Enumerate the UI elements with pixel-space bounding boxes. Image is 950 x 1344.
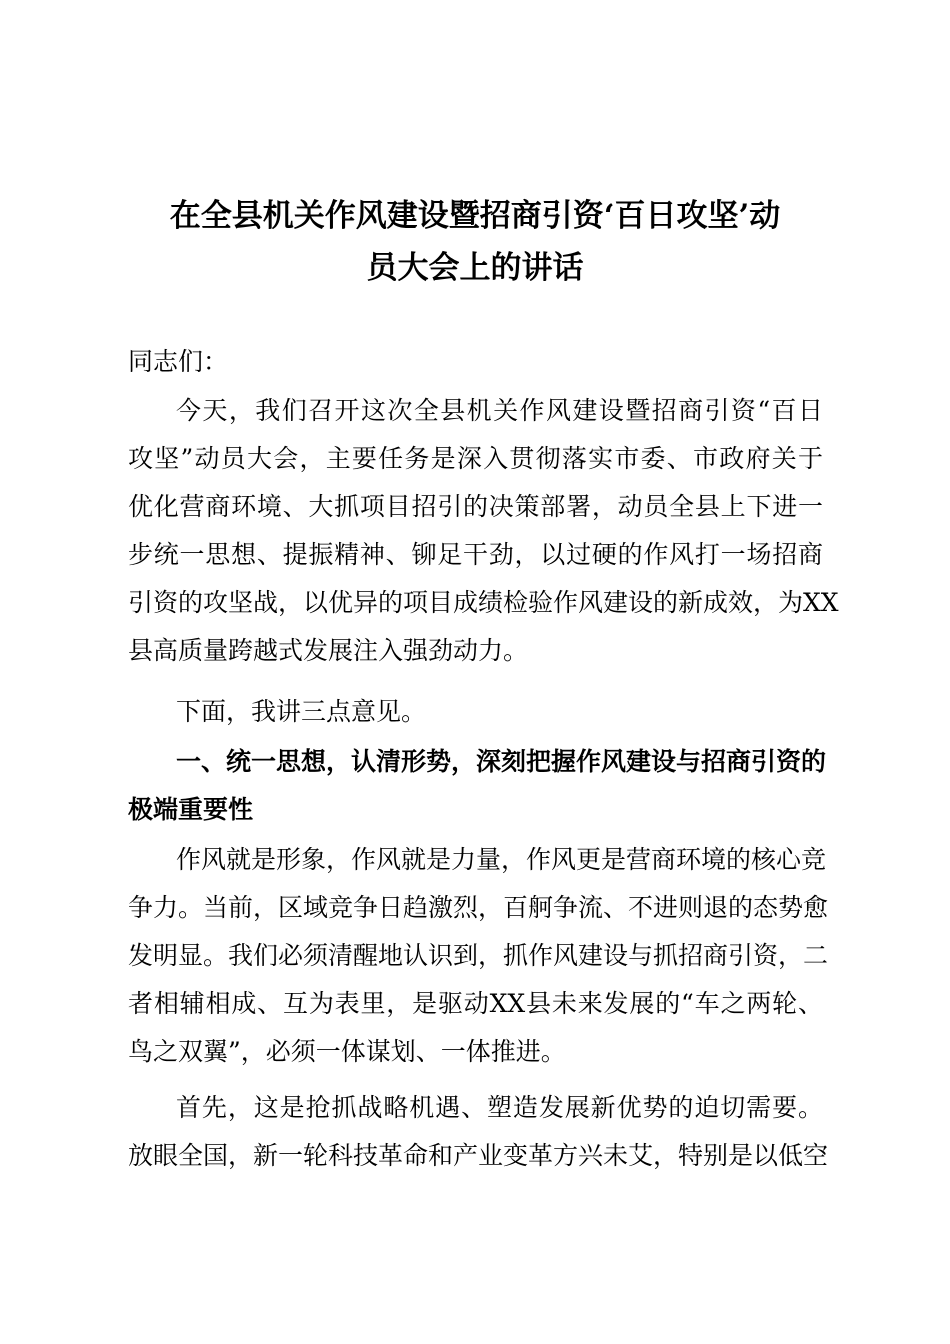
section-heading: 极端重要性 xyxy=(128,795,254,824)
paragraph-line: 者相辅相成、互为表里，是驱动XX县未来发展的“车之两轮、 xyxy=(128,989,823,1018)
paragraph-line: 作风就是形象，作风就是力量，作风更是营商环境的核心竞 xyxy=(176,845,827,874)
paragraph-line: 放眼全国，新一轮科技革命和产业变革方兴未艾，特别是以低空 xyxy=(128,1141,829,1170)
paragraph-line: 发明显。我们必须清醒地认识到，抓作风建设与抓招商引资，二 xyxy=(128,941,829,970)
paragraph-line: 下面，我讲三点意见。 xyxy=(176,697,427,726)
paragraph-line: 引资的攻坚战，以优异的项目成绩检验作风建设的新成效，为XX xyxy=(128,588,839,617)
salutation: 同志们： xyxy=(128,347,229,376)
paragraph-line: 今天，我们召开这次全县机关作风建设暨招商引资“百日 xyxy=(176,396,823,425)
paragraph-line: 首先，这是抢抓战略机遇、塑造发展新优势的迫切需要。 xyxy=(176,1093,823,1122)
section-heading: 一、统一思想，认清形势，深刻把握作风建设与招商引资的 xyxy=(176,747,827,776)
title-line: 员大会上的讲话 xyxy=(366,250,584,286)
document-title xyxy=(100,190,850,294)
paragraph-line: 步统一思想、提振精神、铆足干劲，以过硬的作风打一场招商 xyxy=(128,540,823,569)
paragraph-line: 争力。当前，区域竞争日趋激烈，百舸争流、不进则退的态势愈 xyxy=(128,893,829,922)
paragraph-line: 优化营商环境、大抓项目招引的决策部署，动员全县上下进一 xyxy=(128,492,823,521)
paragraph-line: 县高质量跨越式发展注入强劲动力。 xyxy=(128,636,529,665)
paragraph-line: 攻坚”动员大会，主要任务是深入贯彻落实市委、市政府关于 xyxy=(128,444,823,473)
paragraph-line: 鸟之双翼”，必须一体谋划、一体推进。 xyxy=(128,1037,566,1066)
title-line: 在全县机关作风建设暨招商引资‘百日攻坚’动 xyxy=(169,198,781,234)
